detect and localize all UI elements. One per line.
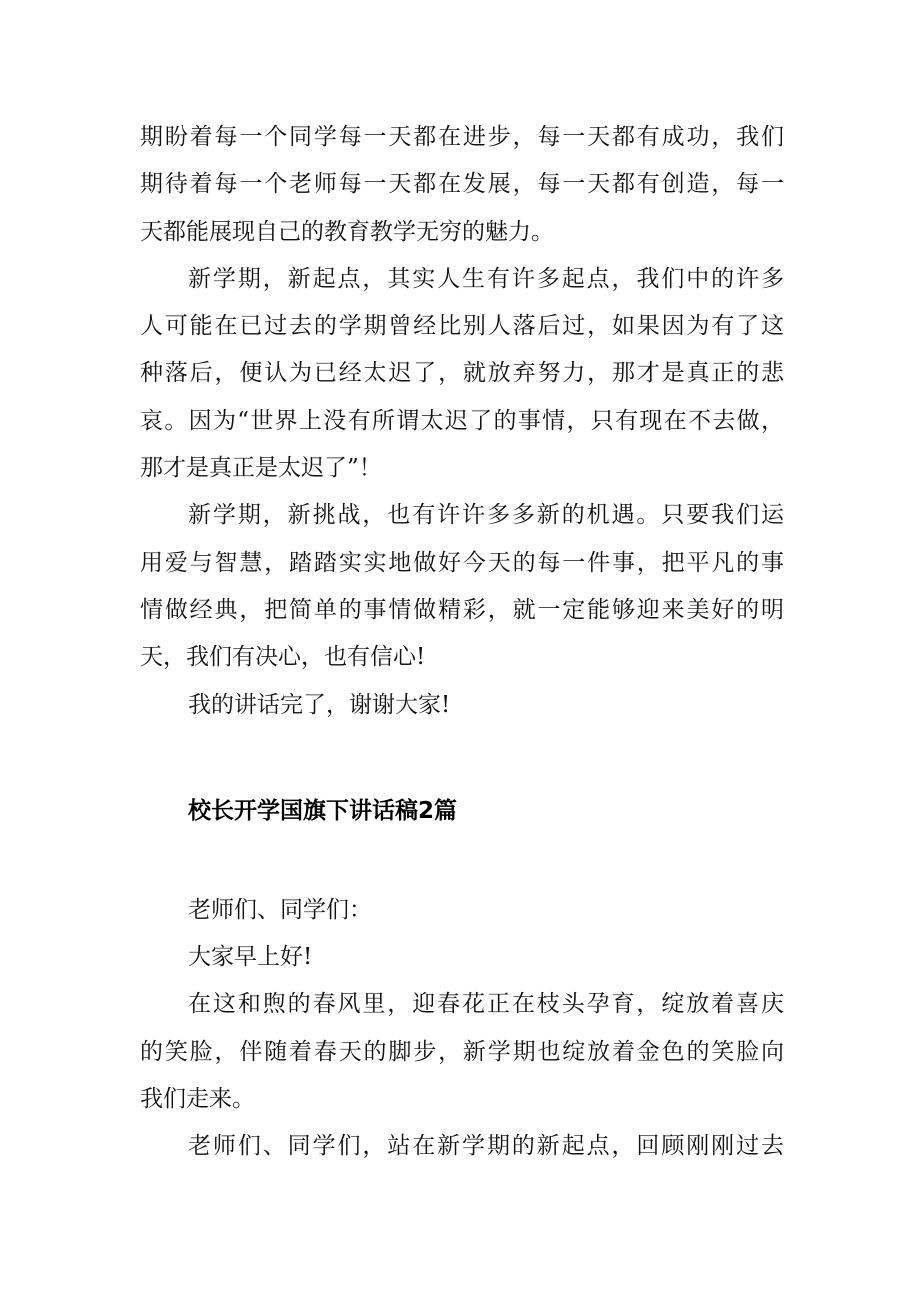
text-line: 天，我们有决心，也有信心!	[140, 644, 426, 670]
paragraph-first-line: 老师们、同学们，站在新学期的新起点，回顾刚刚过去	[188, 1133, 784, 1159]
text-line: 人可能在已过去的学期曾经比别人落后过，如果因为有了这	[140, 313, 784, 339]
paragraph-first-line: 我的讲话完了，谢谢大家!	[188, 692, 451, 718]
text-line: 的笑脸，伴随着春天的脚步，新学期也绽放着金色的笑脸向	[140, 1039, 784, 1065]
text-line: 期盼着每一个同学每一天都在进步，每一天都有成功，我们	[140, 124, 784, 150]
text-line: 那才是真正是太迟了”！	[140, 455, 382, 481]
paragraph-first-line: 新学期，新挑战，也有许许多多新的机遇。只要我们运	[188, 502, 784, 528]
text-line: 期待着每一个老师每一天都在发展，每一天都有创造，每一	[140, 171, 784, 197]
greeting: 大家早上好!	[188, 944, 313, 970]
section-heading: 校长开学国旗下讲话稿2篇	[188, 798, 458, 824]
text-line: 种落后，便认为已经太迟了，就放弃努力，那才是真正的悲	[140, 360, 784, 386]
text-line: 天都能展现自己的教育教学无穷的魅力。	[140, 219, 554, 245]
text-line: 哀。因为“世界上没有所谓太迟了的事情，只有现在不去做，	[140, 408, 784, 434]
text-line: 我们走来。	[140, 1086, 255, 1112]
text-line: 用爱与智慧，踏踏实实地做好今天的每一件事，把平凡的事	[140, 550, 784, 576]
salutation: 老师们、同学们：	[188, 897, 372, 923]
paragraph-first-line: 新学期，新起点，其实人生有许多起点，我们中的许多	[188, 266, 784, 292]
paragraph-first-line: 在这和煦的春风里，迎春花正在枝头孕育，绽放着喜庆	[188, 991, 784, 1017]
text-line: 情做经典，把简单的事情做精彩，就一定能够迎来美好的明	[140, 597, 784, 623]
